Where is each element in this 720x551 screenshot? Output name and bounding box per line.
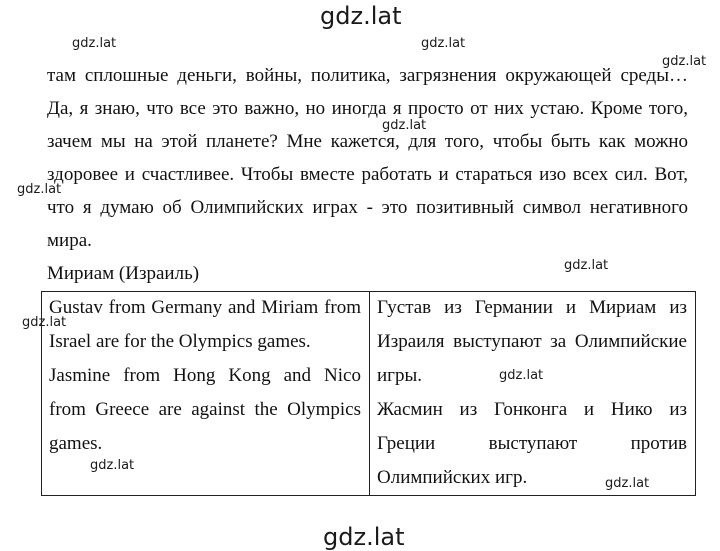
russian-line: Израиля выступают за Олимпийские (377, 331, 687, 352)
signature: Мириам (Израиль) (47, 263, 200, 284)
paragraph-line: здоровее и счастливее. Чтобы вместе работать и стараться изо всех сил. Вот, (47, 164, 688, 185)
english-column (42, 292, 370, 496)
english-line: from Greece are against the Olympics (49, 399, 361, 420)
watermark-header: gdz.lat (320, 2, 402, 30)
russian-line: Жасмин из Гонконга и Нико из (377, 399, 687, 420)
russian-line: игры. (377, 365, 422, 386)
watermark: gdz.lat (605, 476, 650, 491)
paragraph-line: что я думаю об Олимпийских играх - это позитивный символ негативного (47, 197, 688, 218)
paragraph-line: зачем мы на этой планете? Мне кажется, для того, чтобы быть как можно (47, 131, 688, 152)
paragraph-line: Да, я знаю, что все это важно, но иногда я просто от них устаю. Кроме того, (47, 98, 688, 119)
paragraph-line: там сплошные деньги, войны, политика, загрязнения окружающей среды… (47, 65, 688, 86)
english-line: games. (49, 433, 103, 454)
watermark: gdz.lat (382, 118, 427, 133)
russian-line: Густав из Германии и Мириам из (377, 297, 687, 318)
watermark: gdz.lat (499, 368, 544, 383)
russian-column (370, 292, 696, 496)
watermark: gdz.lat (662, 54, 707, 69)
watermark: gdz.lat (421, 36, 466, 51)
watermark: gdz.lat (90, 458, 135, 473)
english-line: Israel are for the Olympics games. (49, 331, 311, 352)
watermark: gdz.lat (22, 315, 67, 330)
english-line: Gustav from Germany and Miriam from (49, 297, 361, 318)
watermark-footer: gdz.lat (323, 523, 405, 551)
watermark: gdz.lat (564, 258, 609, 273)
russian-line: Греции выступают против (377, 433, 687, 454)
watermark: gdz.lat (72, 36, 117, 51)
translation-table (41, 291, 696, 496)
watermark: gdz.lat (17, 182, 62, 197)
english-line: Jasmine from Hong Kong and Nico (49, 365, 361, 386)
paragraph-line: мира. (47, 230, 92, 251)
russian-line: Олимпийских игр. (377, 467, 528, 488)
